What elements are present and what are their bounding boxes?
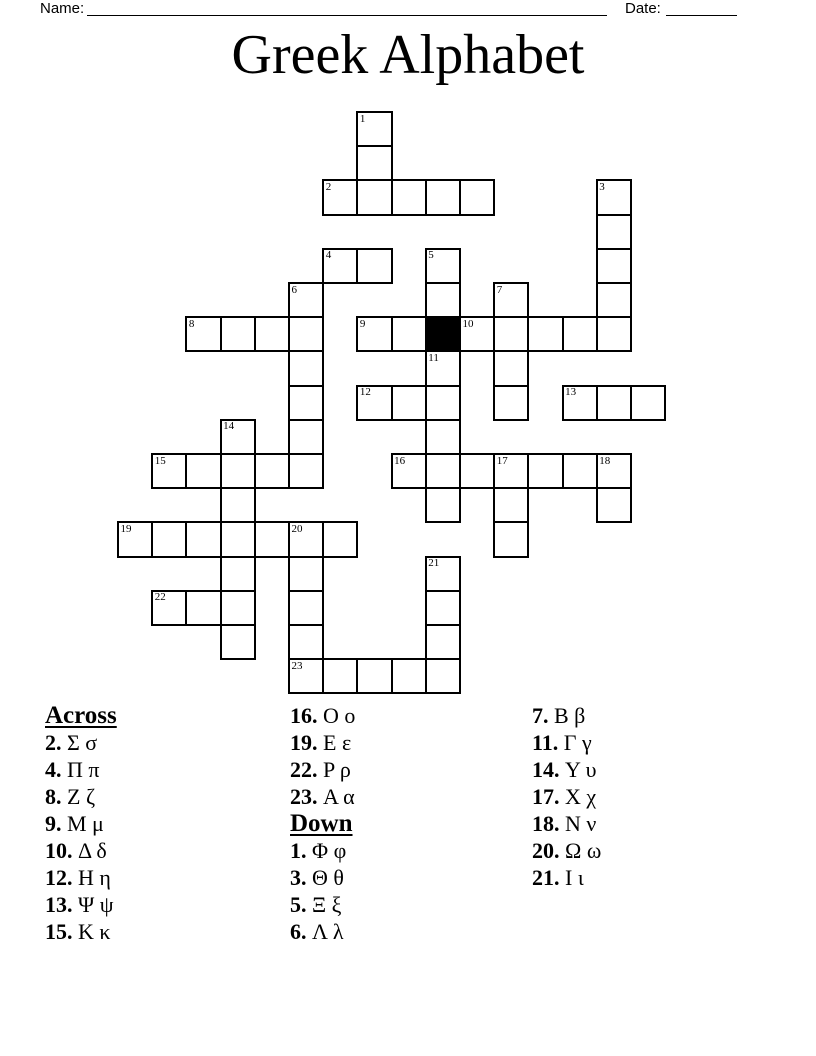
clue-number: 17.: [532, 784, 560, 809]
grid-cell[interactable]: [322, 658, 358, 694]
grid-cell[interactable]: [562, 316, 598, 352]
clue-16: 16. O o: [290, 703, 356, 728]
cell-number-15: 15: [154, 454, 166, 467]
clue-15: 15. K κ: [45, 919, 111, 944]
cell-number-9: 9: [359, 317, 366, 330]
blocked-cell: [425, 316, 461, 352]
grid-cell[interactable]: [493, 487, 529, 523]
clues-column-across: [45, 702, 287, 945]
cell-number-8: 8: [188, 317, 195, 330]
grid-cell[interactable]: [254, 453, 290, 489]
clue-number: 16.: [290, 703, 318, 728]
grid-cell[interactable]: [596, 385, 632, 421]
grid-cell[interactable]: [527, 316, 563, 352]
grid-cell[interactable]: [185, 521, 221, 557]
clue-7: 7. B β: [532, 703, 586, 728]
grid-cell[interactable]: [425, 487, 461, 523]
grid-cell[interactable]: [220, 453, 256, 489]
cell-number-22: 22: [154, 591, 166, 604]
date-label: Date:: [625, 0, 661, 17]
clue-4: 4. Π π: [45, 757, 100, 782]
clue-number: 5.: [290, 892, 307, 917]
cell-number-7: 7: [496, 283, 503, 296]
grid-cell[interactable]: [391, 316, 427, 352]
cell-number-6: 6: [291, 283, 297, 296]
cell-number-4: 4: [325, 249, 332, 262]
clue-14: 14. Y υ: [532, 757, 597, 782]
grid-cell[interactable]: [220, 487, 256, 523]
grid-cell[interactable]: [288, 590, 324, 626]
grid-cell[interactable]: [185, 453, 221, 489]
clue-19: 19. E ε: [290, 730, 352, 755]
cell-number-14: 14: [223, 420, 235, 433]
grid-cell[interactable]: [425, 179, 461, 215]
grid-cell[interactable]: [288, 624, 324, 660]
clue-18: 18. N ν: [532, 811, 597, 836]
grid-cell[interactable]: [356, 248, 392, 284]
cell-number-5: 5: [428, 249, 434, 262]
grid-cell[interactable]: [288, 453, 324, 489]
grid-cell[interactable]: [220, 556, 256, 592]
clue-5: 5. Ξ ξ: [290, 892, 342, 917]
grid-cell[interactable]: [493, 350, 529, 386]
down-header: Down: [290, 810, 353, 837]
clue-23: 23. A α: [290, 784, 355, 809]
grid-cell[interactable]: [391, 658, 427, 694]
grid-cell[interactable]: [288, 556, 324, 592]
grid-cell[interactable]: [356, 658, 392, 694]
grid-cell[interactable]: [425, 624, 461, 660]
cell-number-3: 3: [599, 180, 605, 193]
grid-cell[interactable]: [425, 658, 461, 694]
grid-cell[interactable]: [562, 453, 598, 489]
clues-column-middle: [290, 702, 532, 945]
clue-13: 13. Ψ ψ: [45, 892, 114, 917]
clue-number: 1.: [290, 838, 307, 863]
grid-cell[interactable]: [596, 316, 632, 352]
clue-21: 21. I ι: [532, 865, 584, 890]
cell-number-18: 18: [599, 454, 611, 467]
cell-number-21: 21: [428, 557, 440, 570]
grid-cell[interactable]: [596, 248, 632, 284]
grid-cell[interactable]: [151, 521, 187, 557]
grid-cell[interactable]: [493, 521, 529, 557]
clue-number: 20.: [532, 838, 560, 863]
grid-cell[interactable]: [391, 179, 427, 215]
clue-number: 18.: [532, 811, 560, 836]
grid-cell[interactable]: [596, 487, 632, 523]
clue-number: 4.: [45, 757, 62, 782]
clue-number: 21.: [532, 865, 560, 890]
cell-number-19: 19: [120, 522, 132, 535]
grid-cell[interactable]: [288, 419, 324, 455]
clue-number: 8.: [45, 784, 62, 809]
cell-number-20: 20: [291, 522, 303, 535]
grid-cell[interactable]: [288, 316, 324, 352]
name-label: Name:: [40, 0, 85, 17]
clue-number: 23.: [290, 784, 318, 809]
cell-number-2: 2: [325, 180, 332, 193]
cell-number-13: 13: [565, 386, 577, 399]
clue-number: 14.: [532, 757, 560, 782]
clue-number: 2.: [45, 730, 62, 755]
clue-number: 7.: [532, 703, 549, 728]
grid-cell[interactable]: [527, 453, 563, 489]
across-header: Across: [45, 702, 117, 729]
grid-cell[interactable]: [356, 179, 392, 215]
grid-cell[interactable]: [254, 521, 290, 557]
page-title: Greek Alphabet: [231, 24, 585, 86]
cell-number-17: 17: [496, 454, 508, 467]
grid-cell[interactable]: [288, 350, 324, 386]
cell-number-16: 16: [394, 454, 406, 467]
clue-number: 15.: [45, 919, 73, 944]
grid-cell[interactable]: [220, 521, 256, 557]
grid-cell[interactable]: [596, 282, 632, 318]
clue-2: 2. Σ σ: [45, 730, 98, 755]
cell-number-12: 12: [359, 386, 371, 399]
clue-17: 17. X χ: [532, 784, 597, 809]
grid-cell[interactable]: [220, 590, 256, 626]
clue-number: 6.: [290, 919, 307, 944]
grid-cell[interactable]: [356, 145, 392, 181]
grid-cell[interactable]: [288, 385, 324, 421]
grid-cell[interactable]: [493, 385, 529, 421]
clue-6: 6. Λ λ: [290, 919, 344, 944]
grid-cell[interactable]: [391, 385, 427, 421]
grid-cell[interactable]: [493, 316, 529, 352]
grid-cell[interactable]: [459, 453, 495, 489]
clue-number: 22.: [290, 757, 318, 782]
cell-number-23: 23: [291, 659, 303, 672]
grid-cell[interactable]: [220, 316, 256, 352]
grid-cell[interactable]: [322, 521, 358, 557]
grid-cell[interactable]: [220, 624, 256, 660]
clue-12: 12. H η: [45, 865, 111, 890]
cell-number-1: 1: [359, 112, 366, 125]
grid-cell[interactable]: [459, 179, 495, 215]
grid-cell[interactable]: [425, 385, 461, 421]
clue-11: 11. Γ γ: [532, 730, 592, 755]
grid-cell[interactable]: [185, 590, 221, 626]
clue-number: 13.: [45, 892, 73, 917]
cell-number-10: 10: [462, 317, 474, 330]
grid-cell[interactable]: [425, 419, 461, 455]
clue-number: 12.: [45, 865, 73, 890]
clues-column-right: [532, 702, 774, 891]
clue-20: 20. Ω ω: [532, 838, 602, 863]
clue-22: 22. P ρ: [290, 757, 351, 782]
clue-9: 9. M μ: [45, 811, 104, 836]
grid-cell[interactable]: [425, 590, 461, 626]
grid-cell[interactable]: [425, 453, 461, 489]
clue-number: 3.: [290, 865, 307, 890]
clue-number: 10.: [45, 838, 73, 863]
grid-cell[interactable]: [425, 282, 461, 318]
grid-cell[interactable]: [254, 316, 290, 352]
clue-number: 19.: [290, 730, 318, 755]
grid-cell[interactable]: [630, 385, 666, 421]
grid-cell[interactable]: [596, 214, 632, 250]
clue-8: 8. Z ζ: [45, 784, 96, 809]
clue-10: 10. Δ δ: [45, 838, 107, 863]
clue-number: 11.: [532, 730, 559, 755]
clue-3: 3. Θ θ: [290, 865, 344, 890]
clue-number: 9.: [45, 811, 62, 836]
cell-number-11: 11: [428, 351, 439, 364]
clue-1: 1. Φ φ: [290, 838, 347, 863]
